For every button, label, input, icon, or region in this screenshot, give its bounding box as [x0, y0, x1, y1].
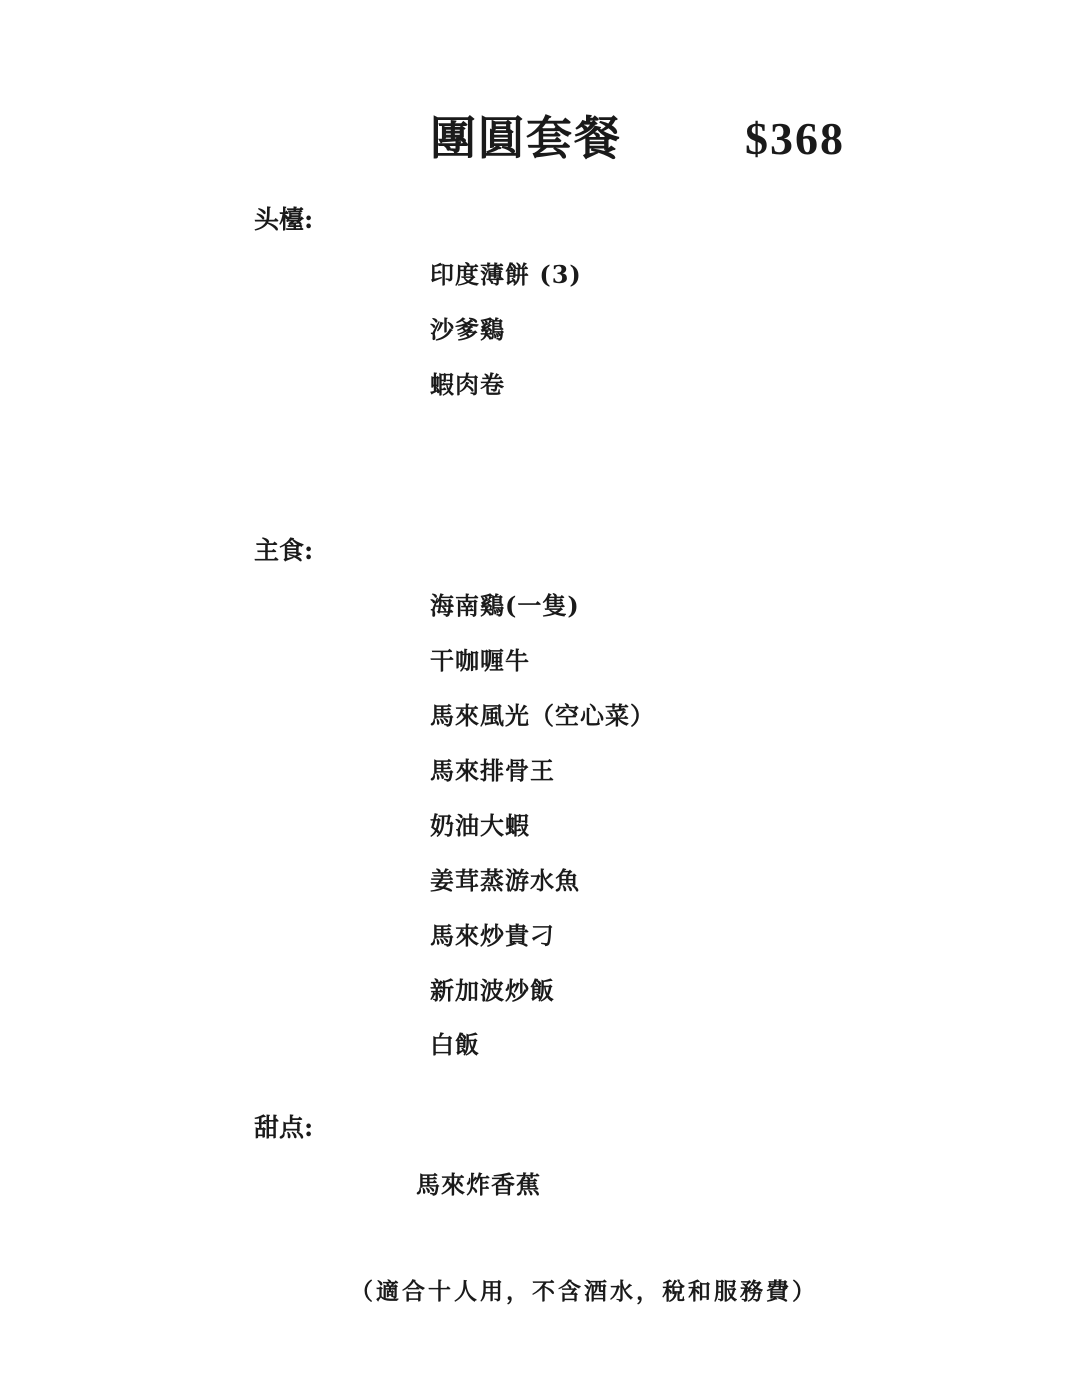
section-heading-mains: 主食: [254, 536, 314, 565]
menu-item: 干咖喱牛 [430, 646, 530, 675]
section-heading-dessert: 甜点: [254, 1113, 314, 1142]
menu-item: 姜茸蒸游水魚 [430, 866, 580, 895]
menu-item: 新加波炒飯 [430, 976, 555, 1005]
section-heading-appetizers: 头檯: [254, 205, 314, 234]
menu-price: $368 [745, 113, 845, 164]
menu-item: 蝦肉卷 [430, 370, 505, 399]
menu-item: 海南鷄(一隻) [430, 591, 580, 620]
menu-item: 奶油大蝦 [430, 811, 530, 840]
menu-item: 馬來風光（空心菜） [430, 701, 655, 730]
menu-item: 馬來炸香蕉 [416, 1170, 541, 1199]
menu-item: 馬來排骨王 [430, 756, 555, 785]
menu-title: 團圓套餐 [430, 111, 622, 165]
menu-item: 沙爹鷄 [430, 315, 505, 344]
menu-footnote: （適合十人用，不含酒水，稅和服務費） [350, 1278, 818, 1305]
menu-item: 白飯 [430, 1030, 480, 1059]
menu-item: 馬來炒貴刁 [430, 921, 555, 950]
menu-item: 印度薄餅 (3) [430, 260, 582, 289]
